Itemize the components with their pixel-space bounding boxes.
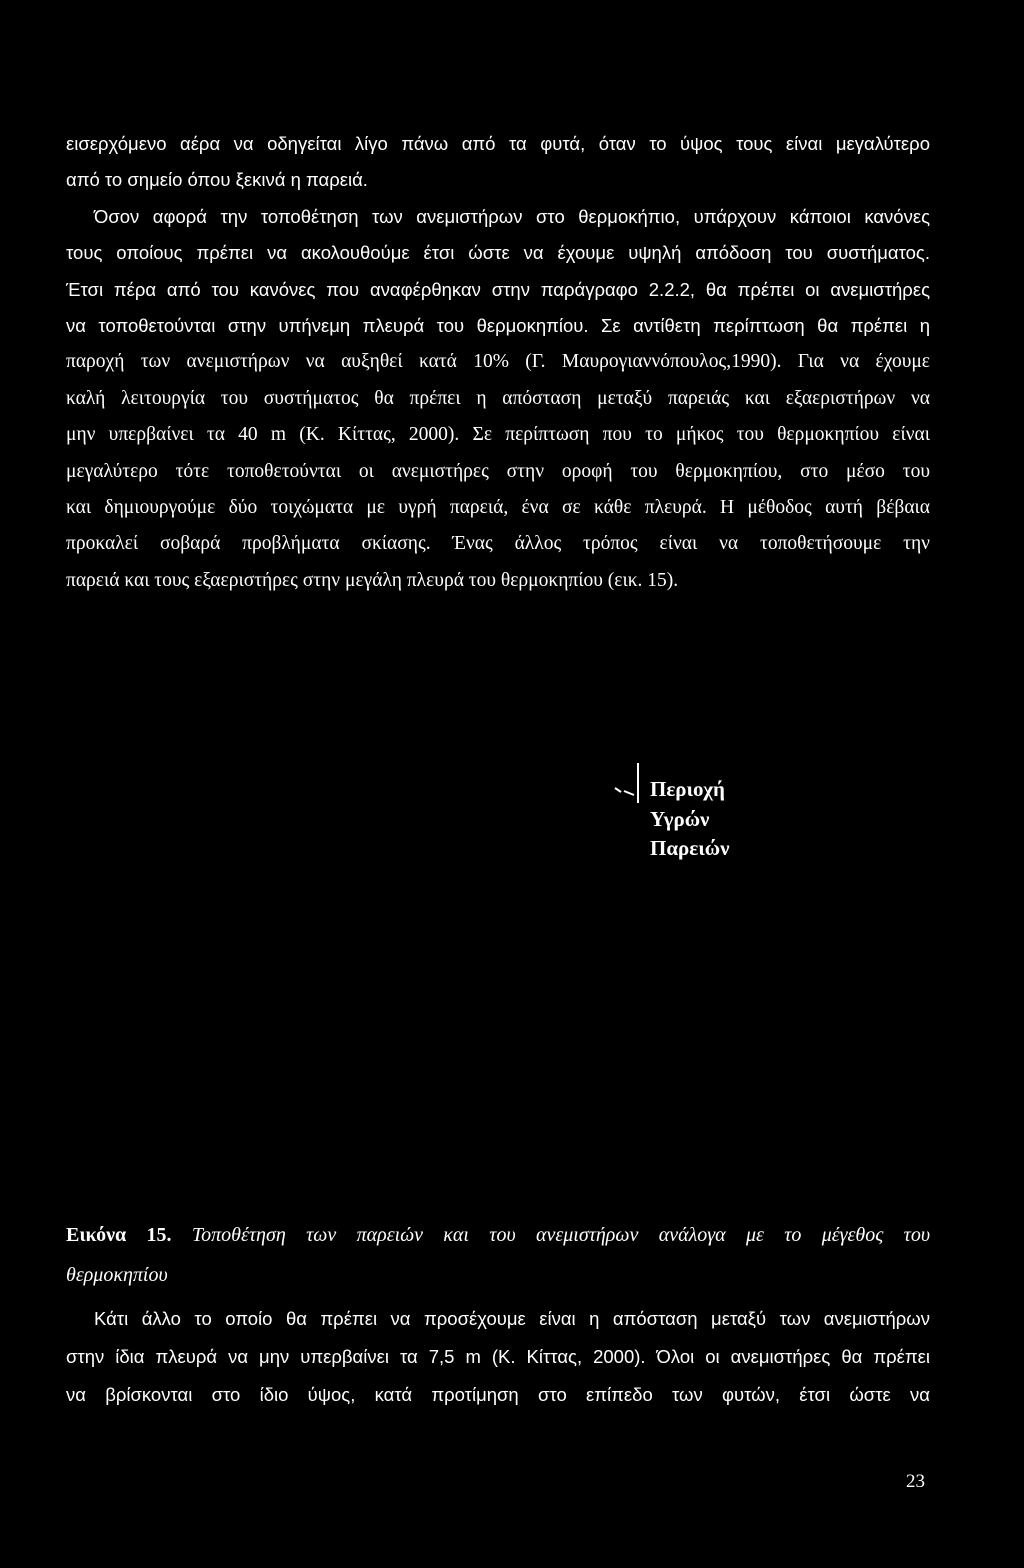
- text-line: τους οποίους πρέπει να ακολουθούμε έτσι ώστε να έχουμε υψηλή απόδοση του συστήματος.: [66, 242, 930, 264]
- text-line: στην ίδια πλευρά να μην υπερβαίνει τα 7,5 m (Κ. Κίττας, 2000). Όλοι οι ανεμιστήρες θα πρέπει: [66, 1346, 930, 1367]
- figure-label-line: Υγρών: [650, 807, 710, 831]
- text-line: και δημιουργούμε δύο τοιχώματα με υγρή παρειά, ένα σε κάθε πλευρά. Η μέθοδος αυτή βέβαια: [66, 497, 930, 519]
- caption-line: [66, 1215, 930, 1255]
- text-line: Όσον αφορά την τοποθέτηση των ανεμιστήρων στο θερμοκήπιο, υπάρχουν κάποιοι κανόνες: [94, 205, 930, 227]
- text-line: να τοποθετούνται στην υπήνεμη πλευρά του θερμοκηπίου. Σε αντίθετη περίπτωση θα πρέπει η: [66, 315, 930, 337]
- text-line: από το σημείο όπου ξεκινά η παρειά.: [66, 169, 368, 191]
- caption-line: θερμοκηπίου: [66, 1264, 168, 1286]
- text-line: παρειά και τους εξαεριστήρες στην μεγάλη πλευρά του θερμοκηπίου (εικ. 15).: [66, 569, 679, 591]
- text-line: παροχή των ανεμιστήρων να αυξηθεί κατά 10% (Γ. Μαυρογιαννόπουλος,1990). Για να έχουμε: [66, 351, 930, 373]
- text-line: Έτσι πέρα από του κανόνες που αναφέρθηκαν στην παράγραφο 2.2.2, θα πρέπει οι ανεμιστήρες: [66, 278, 930, 300]
- figure-wet-pad-area-label: [614, 760, 814, 870]
- text-line: εισερχόμενο αέρα να οδηγείται λίγο πάνω από τα φυτά, όταν το ύψος τους είναι μεγαλύτερο: [66, 133, 930, 154]
- text-line: Κάτι άλλο το οποίο θα πρέπει να προσέχουμε είναι η απόσταση μεταξύ των ανεμιστήρων: [94, 1308, 930, 1329]
- caption-text: Τοποθέτηση των παρειών και του ανεμιστήρων ανάλογα με το μέγεθος του: [191, 1224, 931, 1246]
- body-paragraph-2: [66, 1300, 930, 1414]
- text-line: μεγαλύτερο τότε τοποθετούνται οι ανεμιστήρες στην οροφή του θερμοκηπίου, στο μέσο του: [66, 460, 930, 482]
- pointer-arrow-icon: [614, 786, 636, 796]
- figure-label-line: Περιοχή: [650, 777, 725, 801]
- figure-marker-line: [637, 763, 639, 803]
- figure-caption: [66, 1215, 930, 1295]
- text-line: καλή λειτουργία του συστήματος θα πρέπει η απόσταση μεταξύ παρειάς και εξαεριστήρων να: [66, 387, 930, 409]
- text-line: να βρίσκονται στο ίδιο ύψος, κατά προτίμηση στο επίπεδο των φυτών, έτσι ώστε να: [66, 1384, 930, 1405]
- caption-number: Εικόνα 15.: [66, 1224, 172, 1246]
- figure-label-line: Παρειών: [650, 836, 730, 860]
- page-number: 23: [906, 1471, 925, 1492]
- text-line: προκαλεί σοβαρά προβλήματα σκίασης. Ένας άλλος τρόπος είναι να τοποθετήσουμε την: [66, 533, 930, 555]
- body-paragraph-1: [66, 126, 930, 599]
- text-line: μην υπερβαίνει τα 40 m (Κ. Κίττας, 2000). Σε περίπτωση που το μήκος του θερμοκηπίου είναι: [66, 424, 930, 446]
